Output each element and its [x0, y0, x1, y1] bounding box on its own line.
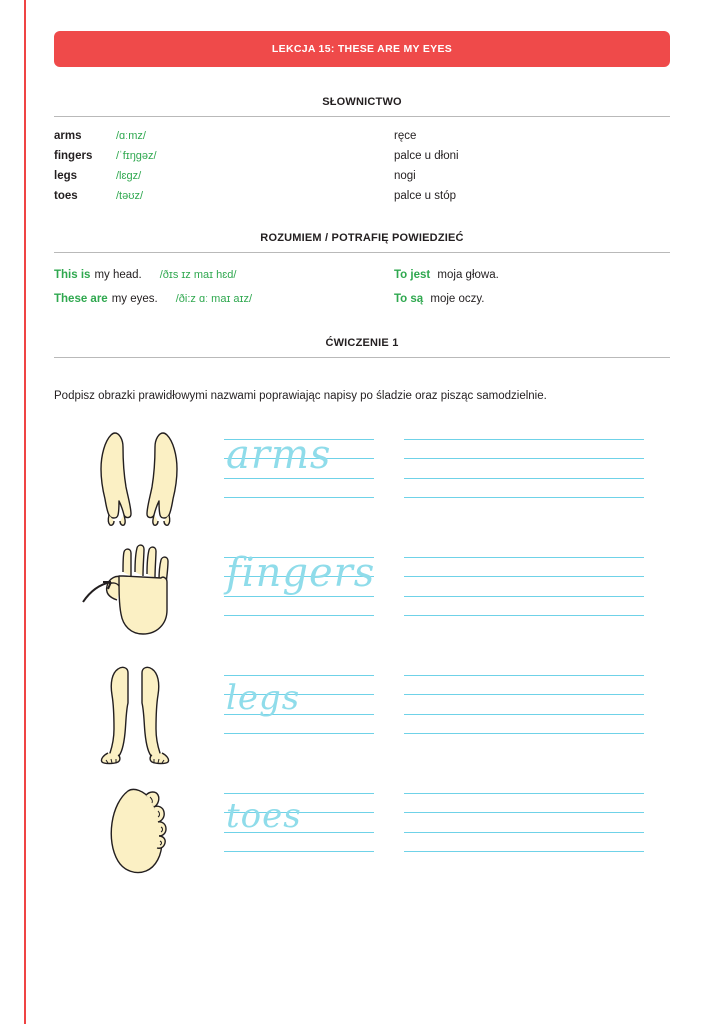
phrase-rest: my head.: [94, 269, 142, 281]
vocabulary-translation: ręce: [394, 130, 417, 142]
trace-word: fingers: [226, 550, 376, 596]
phrases-heading: ROZUMIEM / POTRAFIĘ POWIEDZIEĆ: [260, 232, 464, 244]
writing-area[interactable]: [404, 557, 644, 637]
ruled-lines: [404, 557, 644, 635]
writing-area[interactable]: [404, 675, 644, 755]
hand-fingers-illustration-icon: [54, 538, 224, 656]
vocabulary-translation: nogi: [394, 170, 416, 182]
trace-word: arms: [226, 432, 332, 478]
phrase-row: [54, 263, 670, 287]
vocabulary-english: [54, 126, 394, 146]
vocabulary-translation: palce u dłoni: [394, 150, 459, 162]
phrase-english: [54, 263, 394, 287]
phrase-rest: my eyes.: [111, 293, 158, 305]
exercise-heading: ĆWICZENIE 1: [325, 337, 399, 349]
vocabulary-divider: [54, 116, 670, 117]
phrases-divider: [54, 252, 670, 253]
vocabulary-word: arms: [54, 130, 82, 142]
phrase-translation-rest: moja głowa.: [437, 269, 499, 281]
left-margin-rule: [24, 0, 26, 1024]
phrase-ipa: /ði:z ɑː maɪ aɪz/: [175, 293, 253, 305]
trace-area[interactable]: [224, 793, 374, 873]
trace-word: legs: [226, 678, 301, 718]
vocabulary-english: [54, 186, 394, 206]
vocabulary-row: [54, 146, 670, 166]
writing-area[interactable]: [404, 793, 644, 873]
phrase-highlight: These are: [54, 293, 108, 305]
exercise-instruction: Podpisz obrazki prawidłowymi nazwami poprawiając napisy po śladzie oraz pisząc samodzielnie.: [54, 390, 547, 402]
writing-area[interactable]: [404, 439, 644, 519]
legs-illustration-icon: [54, 656, 224, 774]
phrase-row: [54, 287, 670, 311]
ruled-lines: [404, 675, 644, 753]
vocabulary-ipa: /lɛgz/: [116, 170, 142, 182]
trace-area[interactable]: [224, 432, 374, 519]
phrase-translation: [394, 263, 499, 287]
exercise-row: [54, 420, 670, 538]
exercise-row: [54, 774, 670, 892]
vocabulary-english: [54, 146, 394, 166]
exercise-rows: [54, 420, 670, 892]
vocabulary-word: legs: [54, 170, 78, 182]
trace-area[interactable]: [224, 675, 374, 755]
vocabulary-row: [54, 126, 670, 146]
phrase-translation: [394, 287, 485, 311]
exercise-row: [54, 656, 670, 774]
vocabulary-list: [54, 126, 670, 206]
phrase-highlight: This is: [54, 269, 91, 281]
vocabulary-word: toes: [54, 190, 78, 202]
vocabulary-word: fingers: [54, 150, 93, 162]
vocabulary-row: [54, 186, 670, 206]
vocabulary-translation: palce u stóp: [394, 190, 457, 202]
ruled-lines: [404, 793, 644, 871]
phrase-translation-rest: moje oczy.: [430, 293, 485, 305]
phrase-ipa: /ðɪs ɪz maɪ hɛd/: [159, 269, 237, 281]
ruled-lines: [404, 439, 644, 517]
page-content: [54, 0, 670, 892]
lesson-title-bar: [54, 31, 670, 67]
foot-toes-illustration-icon: [54, 774, 224, 892]
exercise-row: [54, 538, 670, 656]
phrases-list: [54, 263, 670, 311]
vocabulary-heading: SŁOWNICTWO: [322, 96, 402, 108]
phrase-english: [54, 287, 394, 311]
vocabulary-ipa: /ˈfɪŋɡəz/: [116, 150, 157, 162]
vocabulary-ipa: /ɑːmz/: [116, 130, 146, 142]
vocabulary-english: [54, 166, 394, 186]
lesson-title: LEKCJA 15: THESE ARE MY EYES: [271, 43, 453, 55]
exercise-divider: [54, 357, 670, 358]
vocabulary-row: [54, 166, 670, 186]
vocabulary-ipa: /təʊz/: [116, 190, 144, 202]
trace-word: toes: [226, 796, 302, 836]
phrase-translation-highlight: To są: [394, 293, 424, 305]
trace-area[interactable]: [224, 550, 376, 637]
phrase-translation-highlight: To jest: [394, 269, 431, 281]
arms-illustration-icon: [54, 420, 224, 538]
